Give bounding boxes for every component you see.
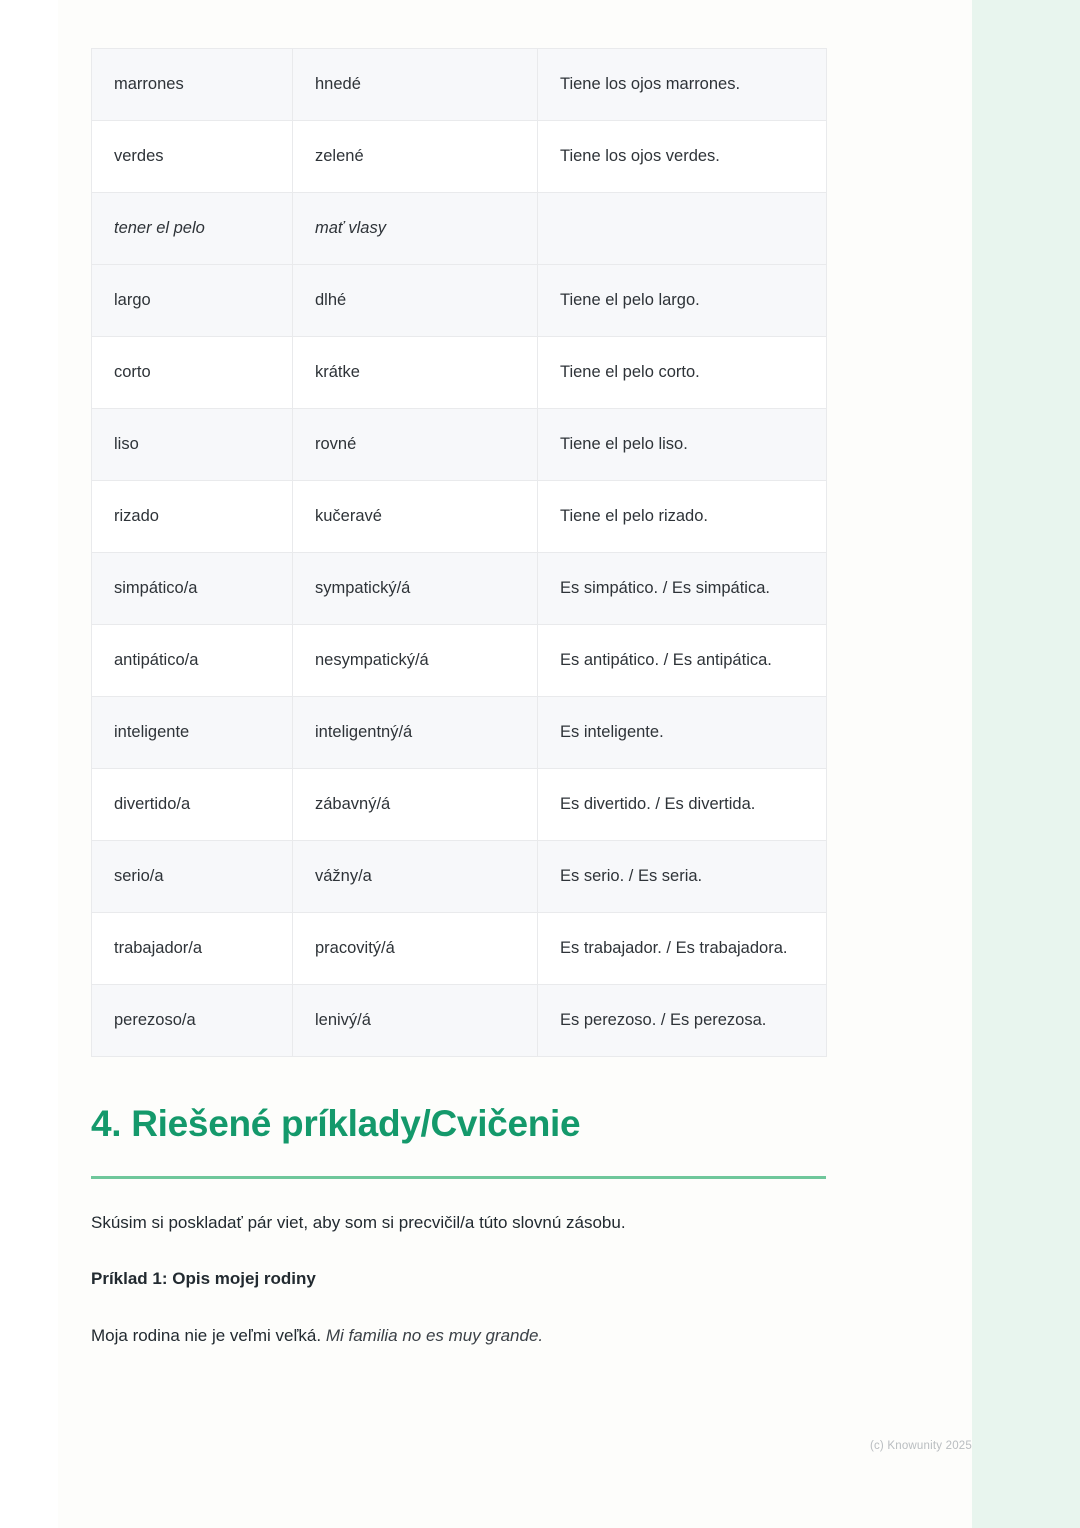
cell-example: Tiene el pelo rizado. (538, 481, 827, 553)
cell-spanish: simpático/a (92, 553, 293, 625)
cell-slovak: lenivý/á (293, 985, 538, 1057)
cell-spanish: tener el pelo (92, 193, 293, 265)
section-heading: 4. Riešené príklady/Cvičenie (91, 1103, 581, 1144)
cell-slovak: krátke (293, 337, 538, 409)
cell-spanish: perezoso/a (92, 985, 293, 1057)
example-sentence-spanish: Mi familia no es muy grande. (325, 1325, 544, 1345)
cell-slovak: nesympatický/á (293, 625, 538, 697)
table-row (92, 913, 827, 985)
cell-example: Es antipático. / Es antipática. (538, 625, 827, 697)
table-row (92, 121, 827, 193)
example-title: Príklad 1: Opis mojej rodiny (91, 1269, 316, 1289)
cell-example: Tiene el pelo corto. (538, 337, 827, 409)
table-row (92, 265, 827, 337)
heading-divider (91, 1176, 826, 1179)
copyright-footer: (c) Knowunity 2025 (869, 1440, 972, 1452)
cell-spanish: trabajador/a (92, 913, 293, 985)
cell-spanish: marrones (92, 49, 293, 121)
cell-example (538, 193, 827, 265)
table-row (92, 193, 827, 265)
cell-spanish: verdes (92, 121, 293, 193)
table-row (92, 409, 827, 481)
cell-example: Es simpático. / Es simpática. (538, 553, 827, 625)
cell-slovak: inteligentný/á (293, 697, 538, 769)
table-row (92, 337, 827, 409)
cell-spanish: inteligente (92, 697, 293, 769)
table-row (92, 697, 827, 769)
cell-spanish: liso (92, 409, 293, 481)
cell-slovak: hnedé (293, 49, 538, 121)
cell-slovak: vážny/a (293, 841, 538, 913)
cell-example: Es serio. / Es seria. (538, 841, 827, 913)
cell-example: Tiene los ojos verdes. (538, 121, 827, 193)
table-row (92, 769, 827, 841)
table-row (92, 841, 827, 913)
cell-spanish: antipático/a (92, 625, 293, 697)
cell-slovak: zelené (293, 121, 538, 193)
table-row (92, 625, 827, 697)
cell-spanish: rizado (92, 481, 293, 553)
cell-example: Tiene el pelo liso. (538, 409, 827, 481)
right-green-strip (972, 0, 1080, 1528)
cell-example: Tiene los ojos marrones. (538, 49, 827, 121)
cell-slovak: kučeravé (293, 481, 538, 553)
vocabulary-table (91, 48, 827, 1057)
cell-slovak: rovné (293, 409, 538, 481)
left-gutter (0, 0, 58, 1528)
table-row (92, 481, 827, 553)
cell-slovak: dlhé (293, 265, 538, 337)
cell-spanish: serio/a (92, 841, 293, 913)
table-body (92, 49, 827, 1057)
example-sentence (91, 1323, 826, 1349)
cell-slovak: pracovitý/á (293, 913, 538, 985)
cell-example: Tiene el pelo largo. (538, 265, 827, 337)
cell-example: Es inteligente. (538, 697, 827, 769)
document-content (91, 48, 826, 1365)
table-row (92, 553, 827, 625)
table-row (92, 49, 827, 121)
cell-example: Es perezoso. / Es perezosa. (538, 985, 827, 1057)
table-row (92, 985, 827, 1057)
cell-spanish: largo (92, 265, 293, 337)
section-intro-text: Skúsim si poskladať pár viet, aby som si precvičil/a túto slovnú zásobu. (91, 1212, 626, 1232)
cell-slovak: zábavný/á (293, 769, 538, 841)
cell-example: Es divertido. / Es divertida. (538, 769, 827, 841)
cell-slovak: sympatický/á (293, 553, 538, 625)
cell-slovak: mať vlasy (293, 193, 538, 265)
cell-example: Es trabajador. / Es trabajadora. (538, 913, 827, 985)
example-sentence-slovak: Moja rodina nie je veľmi veľká. (91, 1325, 322, 1345)
cell-spanish: corto (92, 337, 293, 409)
cell-spanish: divertido/a (92, 769, 293, 841)
